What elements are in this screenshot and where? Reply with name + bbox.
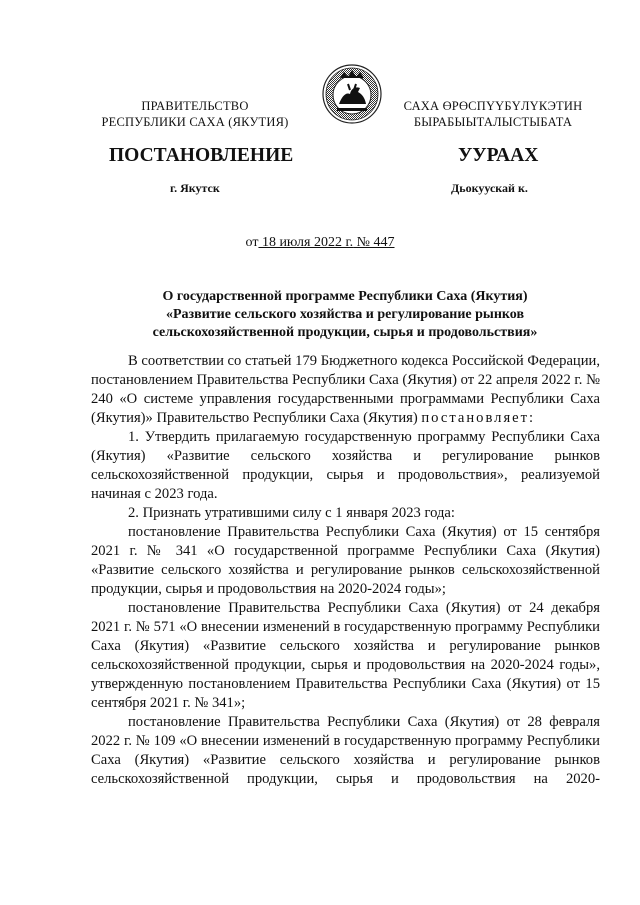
document-date: 18 июля 2022 г. (258, 235, 354, 250)
government-name-line2: РЕСПУБЛИКИ САХА (ЯКУТИЯ) (101, 115, 289, 129)
document-date-number (0, 235, 640, 251)
document-type-russian: ПОСТАНОВЛЕНИЕ (109, 145, 294, 166)
intro-text: В соответствии со статьей 179 Бюджетного кодекса Российской Федерации, постановлением Правительства Республики Саха (Якутия) от 22 апреля 2022 г. № 240 «О системе управления государственными программами Республики Саха (Якутия)» Правительство Республики Саха (Якутия) (91, 353, 600, 426)
government-name-line1: ПРАВИТЕЛЬСТВО (141, 99, 249, 113)
paragraph-intro (91, 352, 600, 428)
date-prefix: от (245, 235, 259, 250)
paragraph-item2b: постановление Правительства Республики Саха (Якутия) от 24 декабря 2021 г. № 571 «О внесении изменений в государственную программу Республики Саха (Якутия) «Развитие сельского хозяйства и регулирование рынков сельскохозяйственной продукции, сырья и продовольствия на 2020-2024 годы», утвержденную постановлением Правительства Республики Саха (Якутия) от 15 сентября 2021 г. № 341»; (91, 600, 600, 711)
document-number: 447 (373, 235, 395, 250)
paragraph-item2a: постановление Правительства Республики Саха (Якутия) от 15 сентября 2021 г. № 341 «О государственной программе Республики Саха (Якутия) «Развитие сельского хозяйства и регулирование рынков сельскохозяйственной продукции, сырья и продовольствия на 2020-2024 годы»; (91, 524, 600, 597)
place-russian: г. Якутск (170, 181, 220, 195)
subject-line2: «Развитие сельского хозяйства и регулирование рынков (165, 307, 525, 322)
government-name-russian (76, 98, 314, 130)
paragraph-item1: 1. Утвердить прилагаемую государственную программу Республики Саха (Якутия) «Развитие сельского хозяйства и регулирование рынков сельскохозяйственной продукции, сырья и продовольствия», реализуемой начиная с 2023 года. (91, 429, 600, 502)
number-sign: № (353, 235, 374, 250)
place-yakut: Дьокуускай к. (451, 181, 528, 195)
decree-word: постановляет: (421, 410, 536, 426)
subject-line1: О государственной программе Республики Саха (Якутия) (162, 289, 528, 304)
subject-line3: сельскохозяйственной продукции, сырья и продовольствия» (152, 325, 538, 340)
paragraph-item2: 2. Признать утратившими силу с 1 января 2023 года: (128, 505, 455, 521)
document-subject (90, 288, 600, 342)
government-name-yakut-line2: БЫРАБЫЫТАЛЫСТЫБАТА (413, 115, 573, 129)
government-name-yakut (393, 98, 593, 130)
document-body (91, 352, 600, 789)
coat-of-arms-emblem (322, 64, 382, 124)
paragraph-item2c: постановление Правительства Республики Саха (Якутия) от 28 февраля 2022 г. № 109 «О внесении изменений в государственную программу Республики Саха (Якутия) «Развитие сельского хозяйства и регулирование рынков сельскохозяйственной продукции, сырья и продовольствия на 2020- (91, 714, 600, 787)
government-name-yakut-line1: САХА ӨРӨСПҮҮБҮЛҮКЭТИН (403, 99, 583, 113)
document-type-yakut: УУРААХ (458, 145, 539, 166)
